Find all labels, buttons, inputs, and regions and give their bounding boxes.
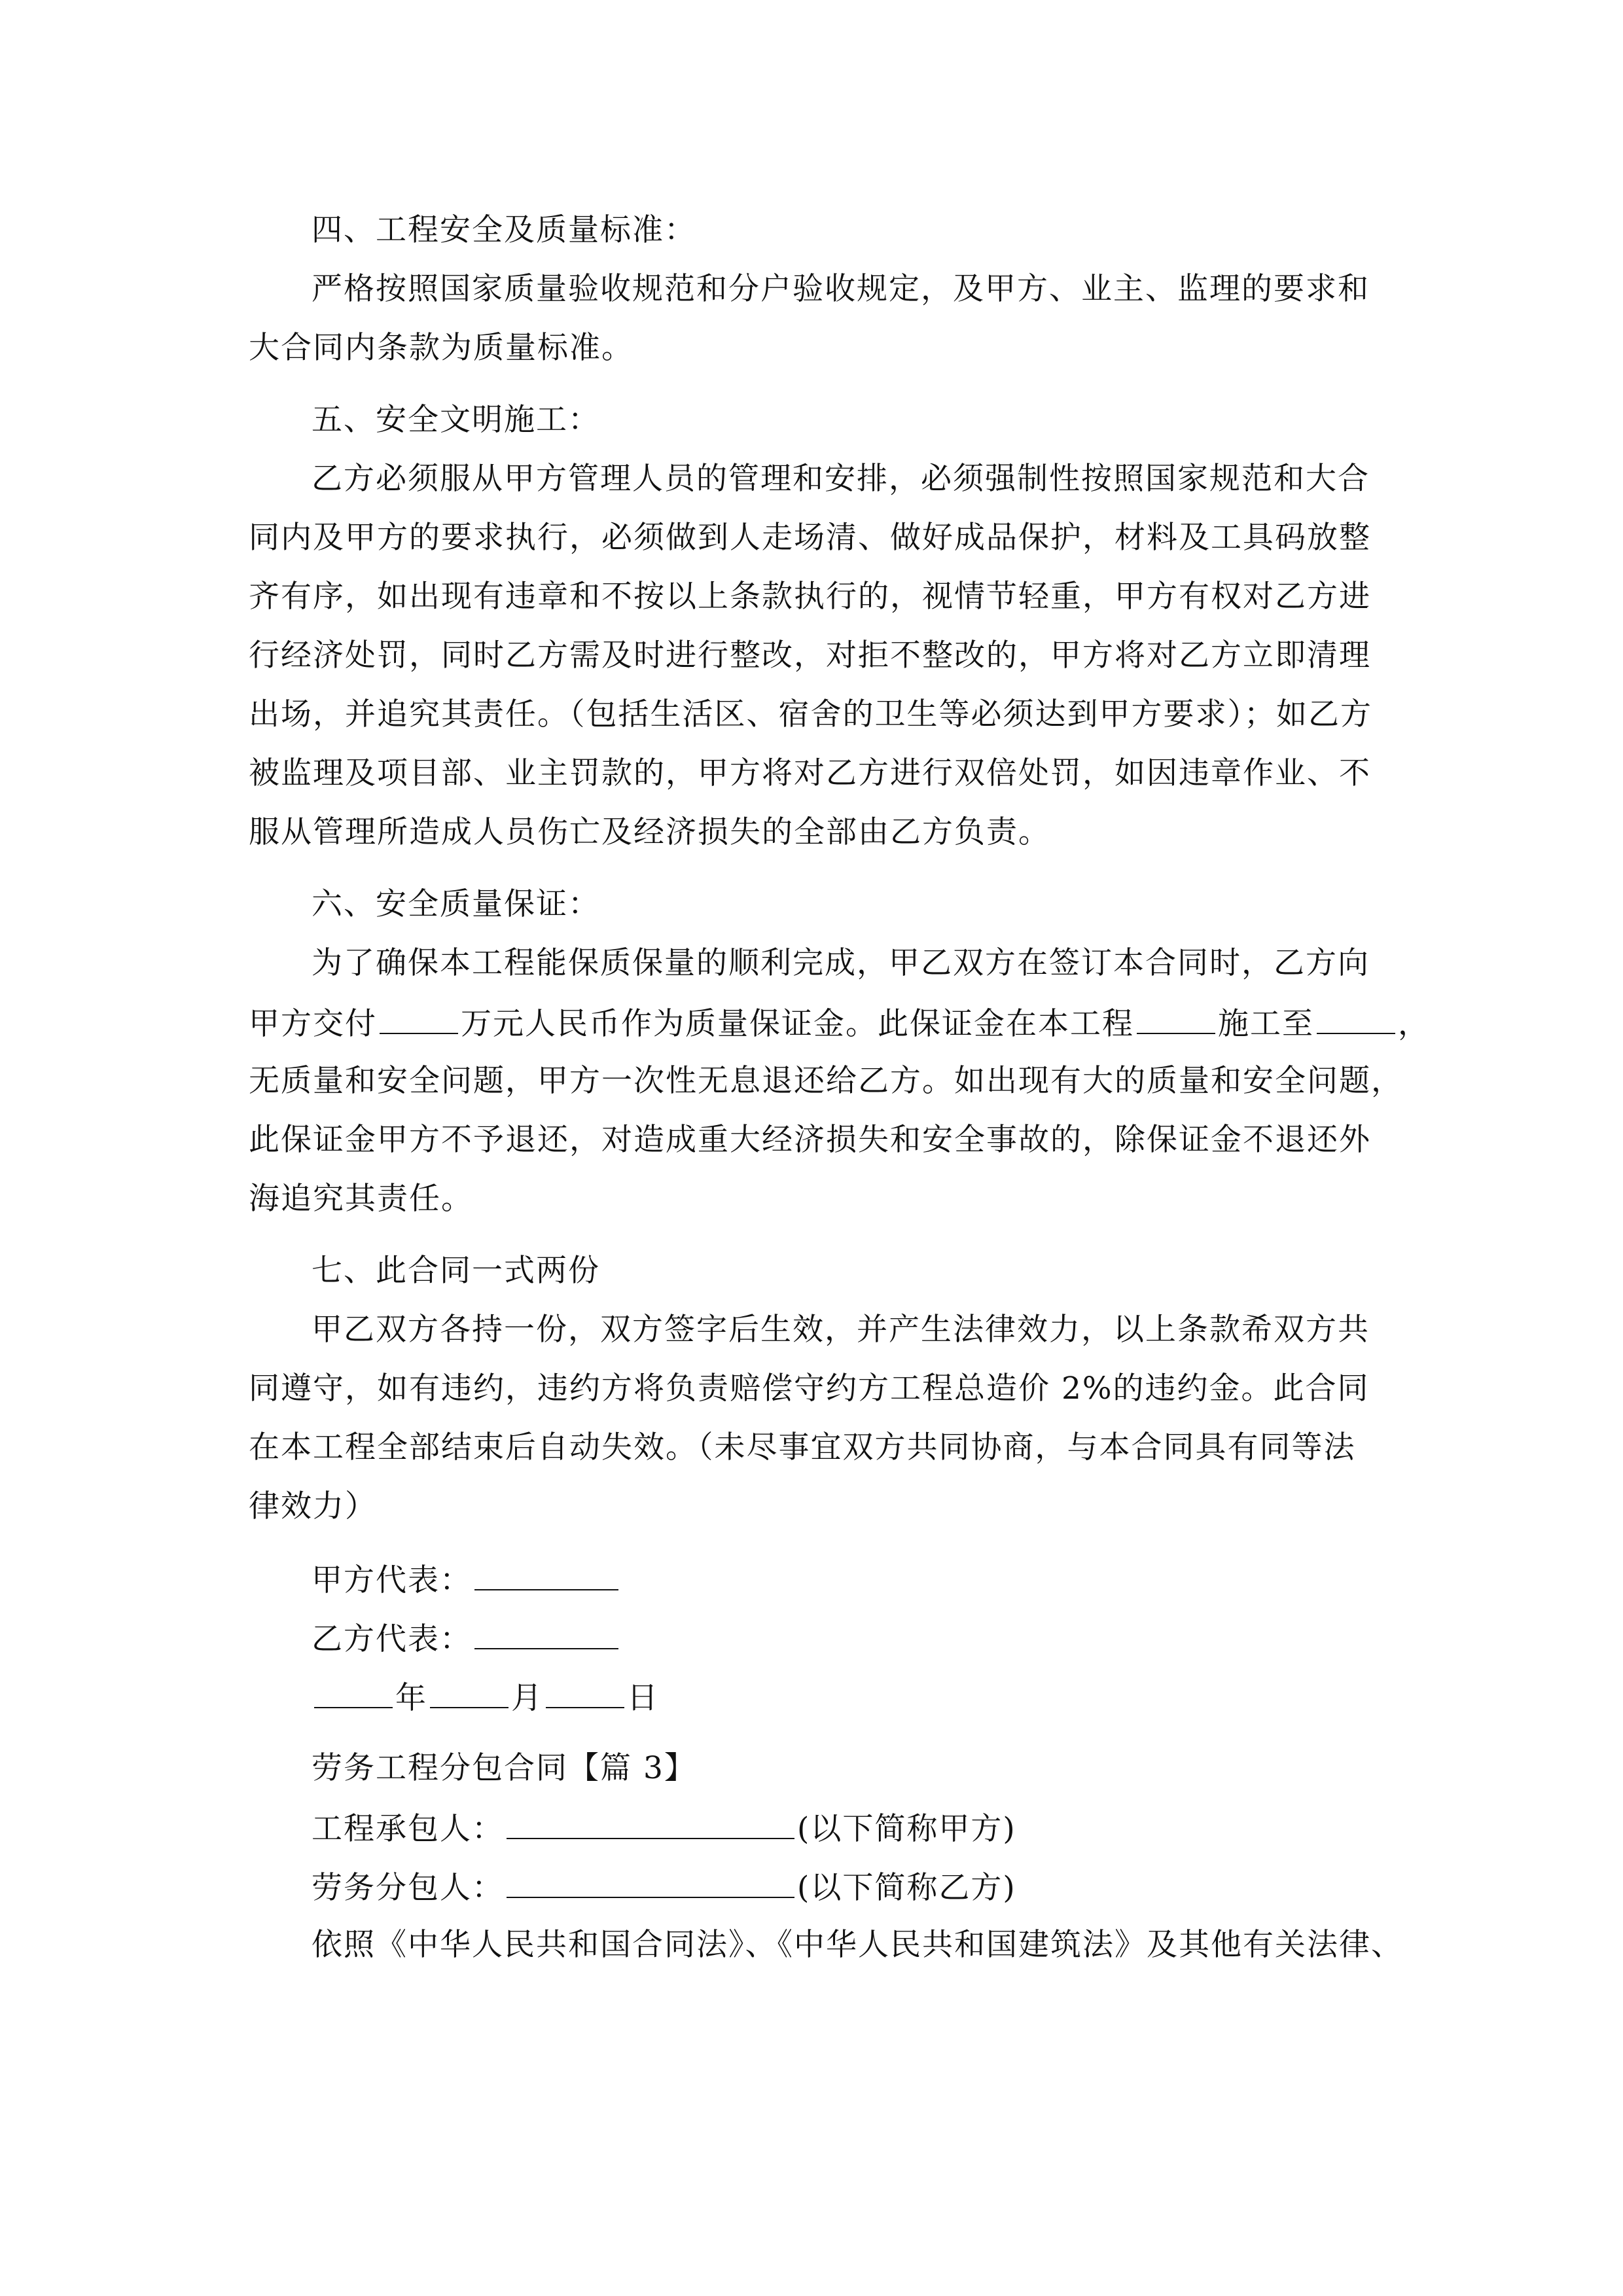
section-6-body-line: 为了确保本工程能保质保量的顺利完成，甲乙双方在签订本合同时，乙方向 — [312, 945, 1370, 981]
party-b-signature-line — [312, 1618, 621, 1659]
section-4-body-line: 严格按照国家质量验收规范和分户验收规定，及甲方、业主、监理的要求和 — [312, 271, 1370, 307]
section-5-title: 五、安全文明施工： — [312, 402, 600, 438]
section-7-body-line: 同遵守，如有违约，违约方将负责赔偿守约方工程总造价 2%的违约金。此合同 — [249, 1371, 1370, 1407]
party-a-signature-line — [312, 1559, 621, 1600]
subcontractor-line — [312, 1867, 1016, 1908]
legal-basis-line: 依照《中华人民共和国合同法》、《中华人民共和国建筑法》及其他有关法律、 — [312, 1927, 1403, 1963]
date-line — [312, 1677, 659, 1718]
subcontractor-suffix: (以下简称乙方) — [797, 1870, 1016, 1906]
section-5-body-line: 齐有序，如出现有违章和不按以上条款执行的，视情节轻重，甲方有权对乙方进 — [249, 579, 1371, 615]
section-7-body-line: 甲乙双方各持一份，双方签字后生效，并产生法律效力，以上条款希双方共 — [312, 1312, 1370, 1348]
construction-end-blank[interactable] — [1317, 1003, 1395, 1034]
party-a-signature-blank[interactable] — [474, 1559, 618, 1590]
deposit-text-d: ， — [1398, 1006, 1430, 1042]
section-6-body-line: 海追究其责任。 — [249, 1181, 473, 1217]
section-7-title: 七、此合同一式两份 — [312, 1253, 600, 1289]
month-label: 月 — [511, 1680, 543, 1716]
subcontractor-name-blank[interactable] — [507, 1867, 794, 1898]
day-blank[interactable] — [546, 1677, 624, 1708]
section-7-body-line: 在本工程全部结束后自动失效。（未尽事宜双方共同协商，与本合同具有同等法 — [249, 1429, 1356, 1465]
construction-stage-blank[interactable] — [1137, 1003, 1215, 1034]
contractor-name-blank[interactable] — [507, 1808, 794, 1839]
section-6-body-line: 无质量和安全问题，甲方一次性无息退还给乙方。如出现有大的质量和安全问题， — [249, 1063, 1403, 1099]
deposit-text-c: 施工至 — [1218, 1006, 1314, 1042]
next-contract-title: 劳务工程分包合同【篇 3】 — [312, 1750, 696, 1786]
deposit-amount-blank[interactable] — [380, 1003, 458, 1034]
section-5-body-line: 同内及甲方的要求执行，必须做到人走场清、做好成品保护，材料及工具码放整 — [249, 520, 1371, 556]
section-5-body-line: 服从管理所造成人员伤亡及经济损失的全部由乙方负责。 — [249, 814, 1050, 850]
contractor-label: 工程承包人： — [312, 1811, 504, 1847]
section-4-body-line: 大合同内条款为质量标准。 — [249, 330, 633, 366]
section-5-body-line: 行经济处罚，同时乙方需及时进行整改，对拒不整改的，甲方将对乙方立即清理 — [249, 637, 1371, 673]
section-5-body-line: 乙方必须服从甲方管理人员的管理和安排，必须强制性按照国家规范和大合 — [312, 461, 1370, 497]
section-5-body-line: 被监理及项目部、业主罚款的，甲方将对乙方进行双倍处罚，如因违章作业、不 — [249, 755, 1371, 791]
section-6-title: 六、安全质量保证： — [312, 886, 600, 922]
section-7-body-line: 律效力） — [249, 1488, 377, 1524]
contractor-line — [312, 1808, 1016, 1849]
month-blank[interactable] — [430, 1677, 508, 1708]
party-a-label: 甲方代表： — [312, 1562, 472, 1598]
section-6-deposit-line — [249, 1003, 1430, 1044]
party-b-signature-blank[interactable] — [474, 1618, 618, 1649]
deposit-text-a: 甲方交付 — [249, 1006, 377, 1042]
subcontractor-label: 劳务分包人： — [312, 1870, 504, 1906]
day-label: 日 — [627, 1680, 659, 1716]
year-blank[interactable] — [314, 1677, 393, 1708]
section-5-body-line: 出场，并追究其责任。（包括生活区、宿舍的卫生等必须达到甲方要求）；如乙方 — [249, 696, 1372, 732]
section-6-body-line: 此保证金甲方不予退还，对造成重大经济损失和安全事故的，除保证金不退还外 — [249, 1122, 1371, 1158]
party-b-label: 乙方代表： — [312, 1621, 472, 1657]
deposit-text-b: 万元人民币作为质量保证金。此保证金在本工程 — [461, 1006, 1134, 1042]
section-4-title: 四、工程安全及质量标准： — [312, 212, 696, 248]
contractor-suffix: (以下简称甲方) — [797, 1811, 1016, 1847]
year-label: 年 — [395, 1680, 427, 1716]
